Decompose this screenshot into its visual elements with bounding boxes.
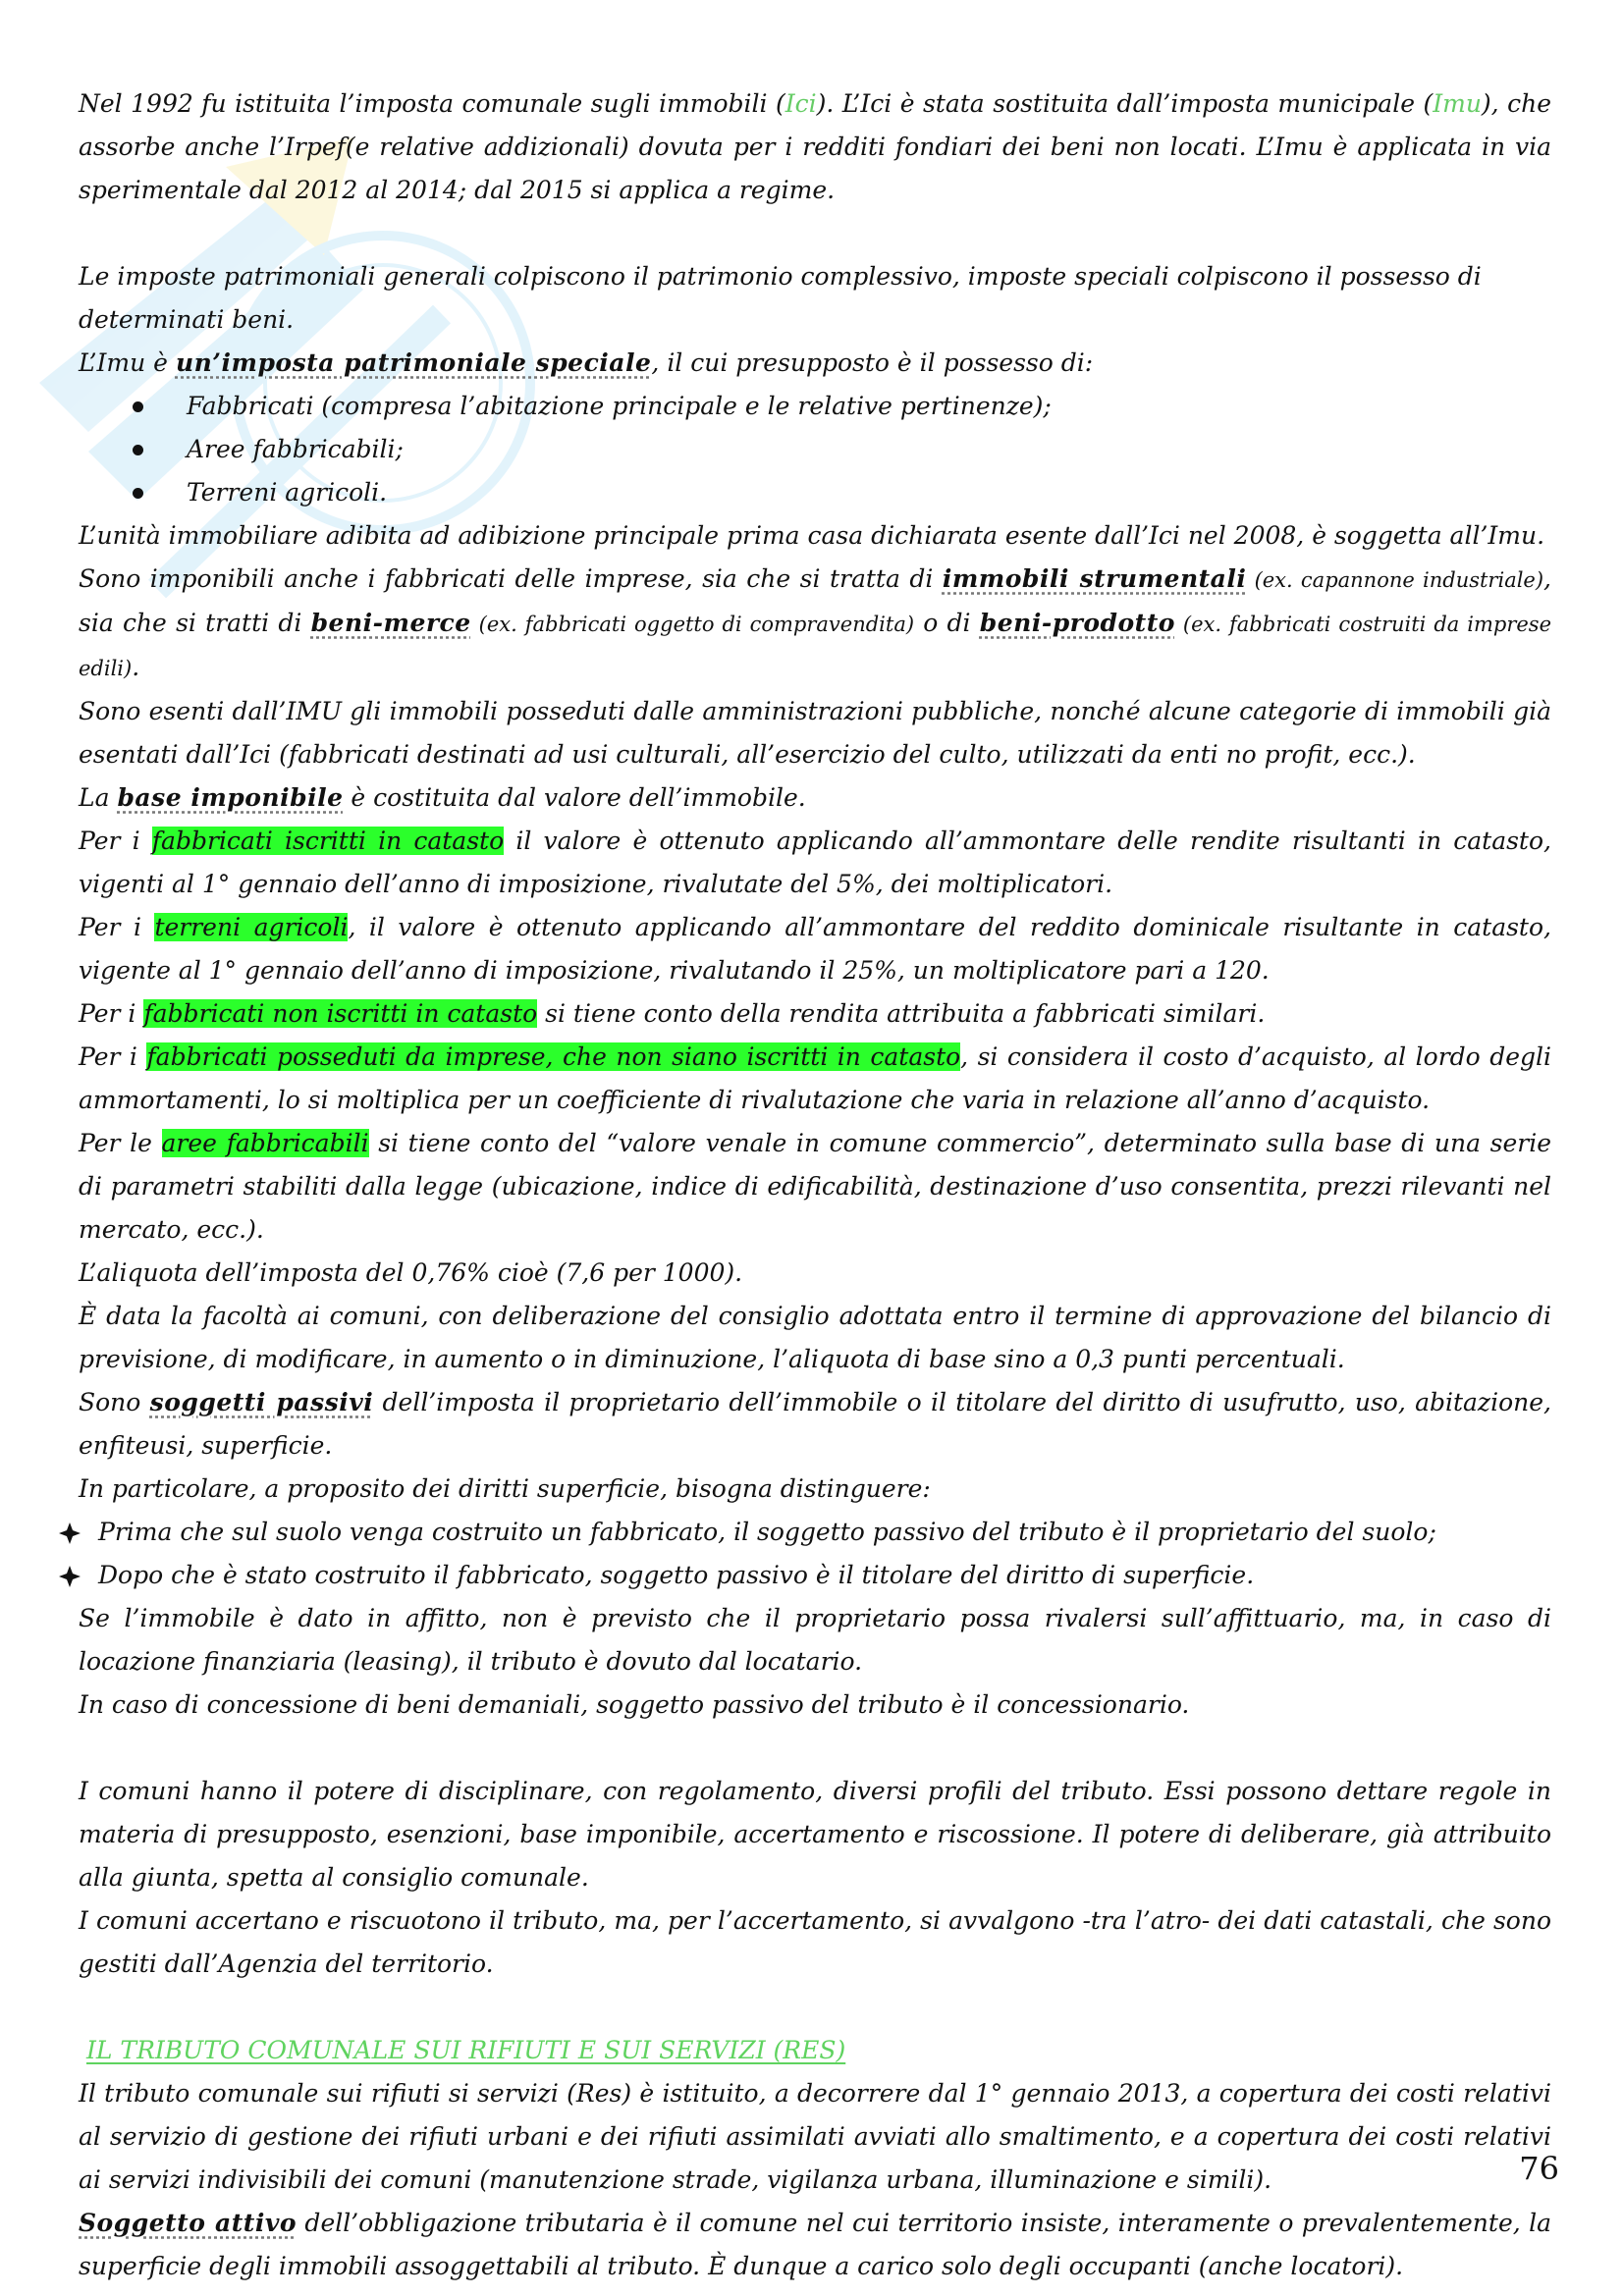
term-imu: Imu	[1433, 89, 1482, 118]
keyword-soggetti-passivi: soggetti passivi	[149, 1388, 374, 1416]
paragraph-accertamento: I comuni accertano e riscuotono il tributo, ma, per l’accertamento, si avvalgono -tra l’atro- dei dati catastali, che sono gestiti dall’Agenzia del territorio.	[79, 1906, 1551, 1978]
paragraph-soggetto-attivo: Soggetto attivo dell’obbligazione tributaria è il comune nel cui territorio insiste, interamente o prevalentemente, la superficie degli immobili assoggettabili al tributo. È dunque a carico solo degli occupanti (anche locatori).	[79, 2209, 1552, 2280]
superficie-list	[59, 1511, 1551, 1597]
section-title-res: IL TRIBUTO COMUNALE SUI RIFIUTI E SUI SERVIZI (RES)	[86, 2036, 846, 2064]
paragraph-affitto: Se l’immobile è dato in affitto, non è previsto che il proprietario possa rivalersi sull’affittuario, ma, in caso di locazione finanziaria (leasing), il tributo è dovuto dal locatario.	[79, 1604, 1551, 1676]
keyword-beni-merce: beni-merce	[310, 609, 471, 637]
keyword-soggetto-attivo: Soggetto attivo	[79, 2209, 298, 2237]
paragraph-esenti: Sono esenti dall’IMU gli immobili posseduti dalle amministrazioni pubbliche, nonché alcune categorie di immobili già esentati dall’Ici (fabbricati destinati ad usi culturali, all’esercizio del culto, utilizzati da enti no profit, ecc.).	[79, 697, 1551, 769]
paragraph-beni-demaniali: In caso di concessione di beni demaniali, soggetto passivo del tributo è il concessionario.	[79, 1690, 1190, 1719]
paragraph-ici-imu: Nel 1992 fu istituita l’imposta comunale sugli immobili (Ici). L’Ici è stata sostituita dall’imposta municipale (Imu), che assorbe anche l’Irpef(e relative addizionali) dovuta per i redditi fondiari dei beni non locati. L’Imu è applicata in via sperimentale dal 2012 al 2014; dal 2015 si applica a regime.	[79, 89, 1552, 204]
keyword-beni-prodotto: beni-prodotto	[979, 609, 1175, 637]
document-page	[79, 82, 1551, 2288]
diamond-bullet-icon	[59, 1566, 81, 1587]
keyword-base-imponibile: base imponibile	[117, 783, 344, 812]
presupposti-list	[79, 385, 1551, 514]
paragraph-terreni-agricoli: Per i terreni agricoli, il valore è ottenuto applicando all’ammontare del reddito dominicale risultante in catasto, vigente al 1° gennaio dell’anno di imposizione, rivalutando il 25%, un moltiplicatore pari a 120.	[79, 913, 1551, 985]
paragraph-prima-casa: L’unità immobiliare adibita ad adibizione principale prima casa dichiarata esente dall’Ici nel 2008, è soggetta all’Imu.	[79, 521, 1545, 550]
paragraph-soggetti-passivi: Sono soggetti passivi dell’imposta il proprietario dell’immobile o il titolare del diritto di usufrutto, uso, abitazione, enfiteusi, superficie.	[79, 1388, 1551, 1460]
highlight-terreni-agricoli: terreni agricoli	[154, 913, 349, 941]
highlight-fabbricati-iscritti: fabbricati iscritti in catasto	[151, 827, 505, 855]
keyword-immobili-strumentali: immobili strumentali	[942, 564, 1247, 593]
paragraph-fabbricati-imprese: Per i fabbricati posseduti da imprese, che non siano iscritti in catasto, si considera il costo d’acquisto, al lordo degli ammortamenti, lo si moltiplica per un coefficiente di rivalutazione che varia in relazione all’anno d’acquisto.	[79, 1042, 1551, 1114]
paragraph-aree-fabbricabili: Per le aree fabbricabili si tiene conto del “valore venale in comune commercio”, determinato sulla base di una serie di parametri stabiliti dalla legge (ubicazione, indice di edificabilità, destinazione d’uso consentita, prezzi rilevanti nel mercato, ecc.).	[79, 1129, 1552, 1244]
paragraph-aliquota: L’aliquota dell’imposta del 0,76% cioè (7,6 per 1000).	[79, 1258, 743, 1287]
keyword-imposta-speciale: un’imposta patrimoniale speciale	[175, 348, 652, 377]
list-item: Dopo che è stato costruito il fabbricato, soggetto passivo è il titolare del diritto di superficie.	[59, 1554, 1551, 1597]
highlight-fabbricati-non-iscritti: fabbricati non iscritti in catasto	[143, 999, 538, 1028]
highlight-aree-fabbricabili: aree fabbricabili	[161, 1129, 369, 1157]
highlight-fabbricati-imprese: fabbricati posseduti da imprese, che non siano iscritti in catasto	[146, 1042, 961, 1071]
paragraph-facolta-comuni: È data la facoltà ai comuni, con deliberazione del consiglio adottata entro il termine di approvazione del bilancio di previsione, di modificare, in aumento o in diminuzione, l’aliquota di base sino a 0,3 punti percentuali.	[79, 1302, 1551, 1373]
paragraph-fabbricati-non-iscritti: Per i fabbricati non iscritti in catasto si tiene conto della rendita attribuita a fabbricati similari.	[79, 999, 1266, 1028]
list-item: Aree fabbricabili;	[79, 428, 1551, 471]
page-number: 76	[1519, 2150, 1559, 2187]
list-item: Prima che sul suolo venga costruito un fabbricato, il soggetto passivo del tributo è il proprietario del suolo;	[59, 1511, 1551, 1554]
paragraph-base-imponibile: La base imponibile è costituita dal valore dell’immobile.	[79, 783, 806, 812]
paragraph-potere-comuni: I comuni hanno il potere di disciplinare, con regolamento, diversi profili del tributo. Essi possono dettare regole in materia di presupposto, esenzioni, base imponibile, accertamento e riscossione. Il potere di deliberare, già attribuito alla giunta, spetta al consiglio comunale.	[79, 1777, 1551, 1892]
list-item: Terreni agricoli.	[79, 471, 1551, 514]
paragraph-res: Il tributo comunale sui rifiuti si servizi (Res) è istituito, a decorrere dal 1° gennaio 2013, a copertura dei costi relativi al servizio di gestione dei rifiuti urbani e dei rifiuti assimilati avviati allo smaltimento, e a copertura dei costi relativi ai servizi indivisibili dei comuni (manutenzione strade, vigilanza urbana, illuminazione e simili).	[79, 2079, 1551, 2194]
diamond-bullet-icon	[59, 1522, 81, 1544]
paragraph-imu-speciale: L’Imu è un’imposta patrimoniale speciale, il cui presupposto è il possesso di:	[79, 348, 1094, 377]
paragraph-diritti-superficie: In particolare, a proposito dei diritti superficie, bisogna distinguere:	[79, 1474, 931, 1503]
term-ici: Ici	[784, 89, 817, 118]
paragraph-imponibili-imprese: Sono imponibili anche i fabbricati delle imprese, sia che si tratta di immobili strumentali (ex. capannone industriale), sia che si tratti di beni-merce (ex. fabbricati oggetto di compravendita) o di beni-prodotto (ex. fabbricati costruiti da imprese edili).	[79, 564, 1552, 681]
list-item: Fabbricati (compresa l’abitazione principale e le relative pertinenze);	[79, 385, 1551, 428]
paragraph-fabbricati-catasto: Per i fabbricati iscritti in catasto il valore è ottenuto applicando all’ammontare delle rendite risultanti in catasto, vigenti al 1° gennaio dell’anno di imposizione, rivalutate del 5%, dei moltiplicatori.	[79, 827, 1551, 898]
paragraph-imposte-patrimoniali: Le imposte patrimoniali generali colpiscono il patrimonio complessivo, imposte speciali colpiscono il possesso di determinati beni.	[79, 262, 1482, 334]
